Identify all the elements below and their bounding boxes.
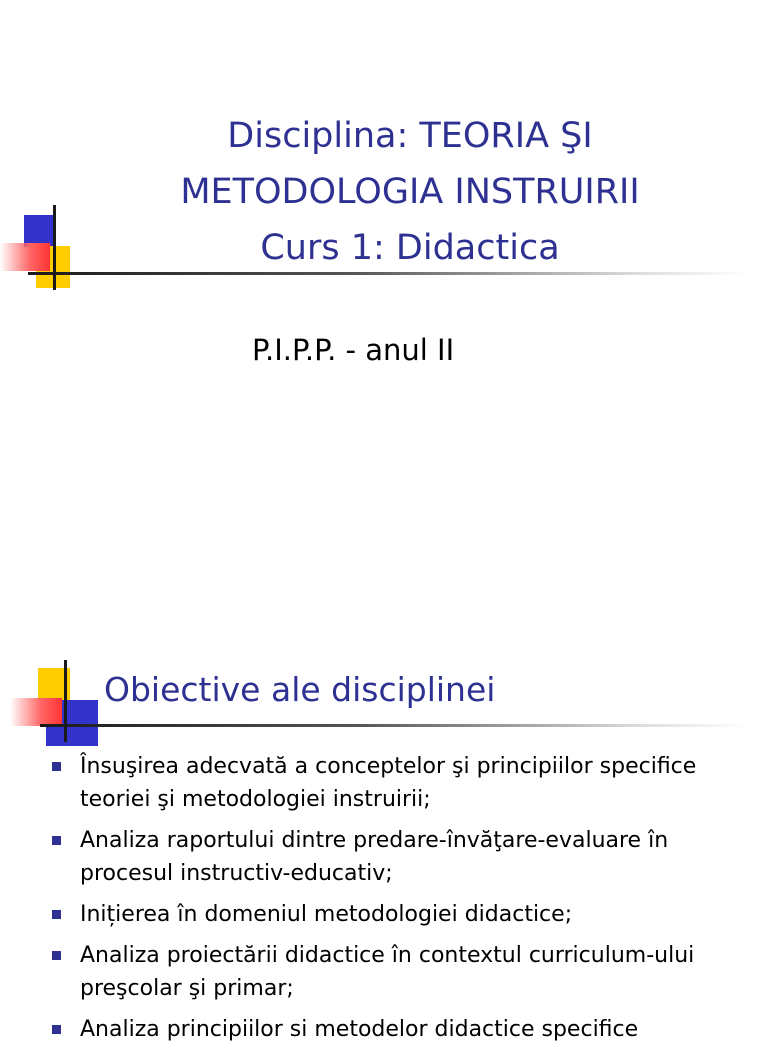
square-bullet-icon xyxy=(52,910,61,919)
course-title xyxy=(60,108,760,276)
course-title-line-3: Curs 1: Didactica xyxy=(260,228,560,268)
course-subtitle: P.I.P.P. - anul II xyxy=(252,333,455,367)
list-item xyxy=(52,750,752,816)
deco-vertical-rule xyxy=(64,660,67,742)
list-item-text: Analiza raportului dintre predare-învăţare-evaluare în procesul instructiv-educativ; xyxy=(80,828,669,886)
list-item xyxy=(52,824,752,890)
deco-horizontal-rule xyxy=(40,724,748,727)
square-bullet-icon xyxy=(52,836,61,845)
square-bullet-icon xyxy=(52,1025,61,1034)
deco-red-gradient xyxy=(0,243,50,271)
square-bullet-icon xyxy=(52,762,61,771)
list-item xyxy=(52,1013,752,1046)
slide-objectives xyxy=(0,640,768,1042)
deco-vertical-rule xyxy=(53,205,56,290)
list-item-text: Însuşirea adecvată a conceptelor şi principiilor specifice teoriei şi metodologiei instruirii; xyxy=(80,754,697,812)
course-title-line-1: Disciplina: TEORIA ŞI xyxy=(227,116,593,156)
course-title-line-2: METODOLOGIA INSTRUIRII xyxy=(180,172,640,212)
list-item xyxy=(52,898,752,931)
square-bullet-icon xyxy=(52,951,61,960)
list-item-text: Analiza principiilor si metodelor didactice specifice xyxy=(80,1017,639,1042)
list-item-text: Inițierea în domeniul metodologiei didactice; xyxy=(80,902,573,927)
objectives-list xyxy=(52,750,752,1054)
objectives-title: Obiective ale disciplinei xyxy=(104,670,496,709)
list-item-text: Analiza proiectării didactice în contextul curriculum-ului preşcolar şi primar; xyxy=(80,943,695,1001)
list-item xyxy=(52,939,752,1005)
deco-red-gradient xyxy=(10,698,62,726)
